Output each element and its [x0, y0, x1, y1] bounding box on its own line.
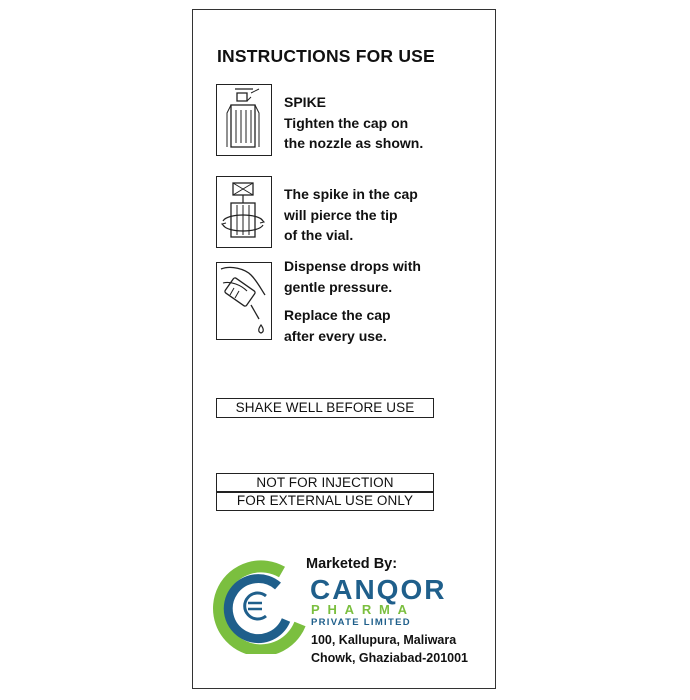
brand-private-limited: PRIVATE LIMITED — [311, 617, 411, 628]
vial-twist-icon — [216, 176, 272, 248]
external-use-box: FOR EXTERNAL USE ONLY — [216, 491, 434, 511]
vial-cap-icon — [216, 84, 272, 156]
step-3-text-2: Replace the cap after every use. — [284, 307, 391, 344]
not-for-injection-box: NOT FOR INJECTION — [216, 473, 434, 493]
dropper-squeeze-icon — [216, 262, 272, 340]
canqor-logo-icon — [212, 558, 308, 659]
shake-well-box: SHAKE WELL BEFORE USE — [216, 398, 434, 418]
marketer-address: 100, Kallupura, Maliwara Chowk, Ghaziabad-201001 — [311, 633, 469, 665]
brand-subtitle: PHARMA — [311, 602, 415, 617]
step-1-heading: SPIKE — [284, 94, 327, 110]
marketed-by-label: Marketed By: — [306, 556, 398, 572]
step-1-body: Tighten the cap on the nozzle as shown. — [284, 114, 424, 151]
step-1-text — [284, 92, 423, 154]
step-3-text: Dispense drops with gentle pressure. — [284, 258, 421, 295]
brand-name: CANQOR — [310, 574, 447, 605]
instructions-title: INSTRUCTIONS FOR USE — [217, 46, 435, 66]
step-2-text: The spike in the cap will pierce the tip of the vial. — [284, 186, 418, 243]
